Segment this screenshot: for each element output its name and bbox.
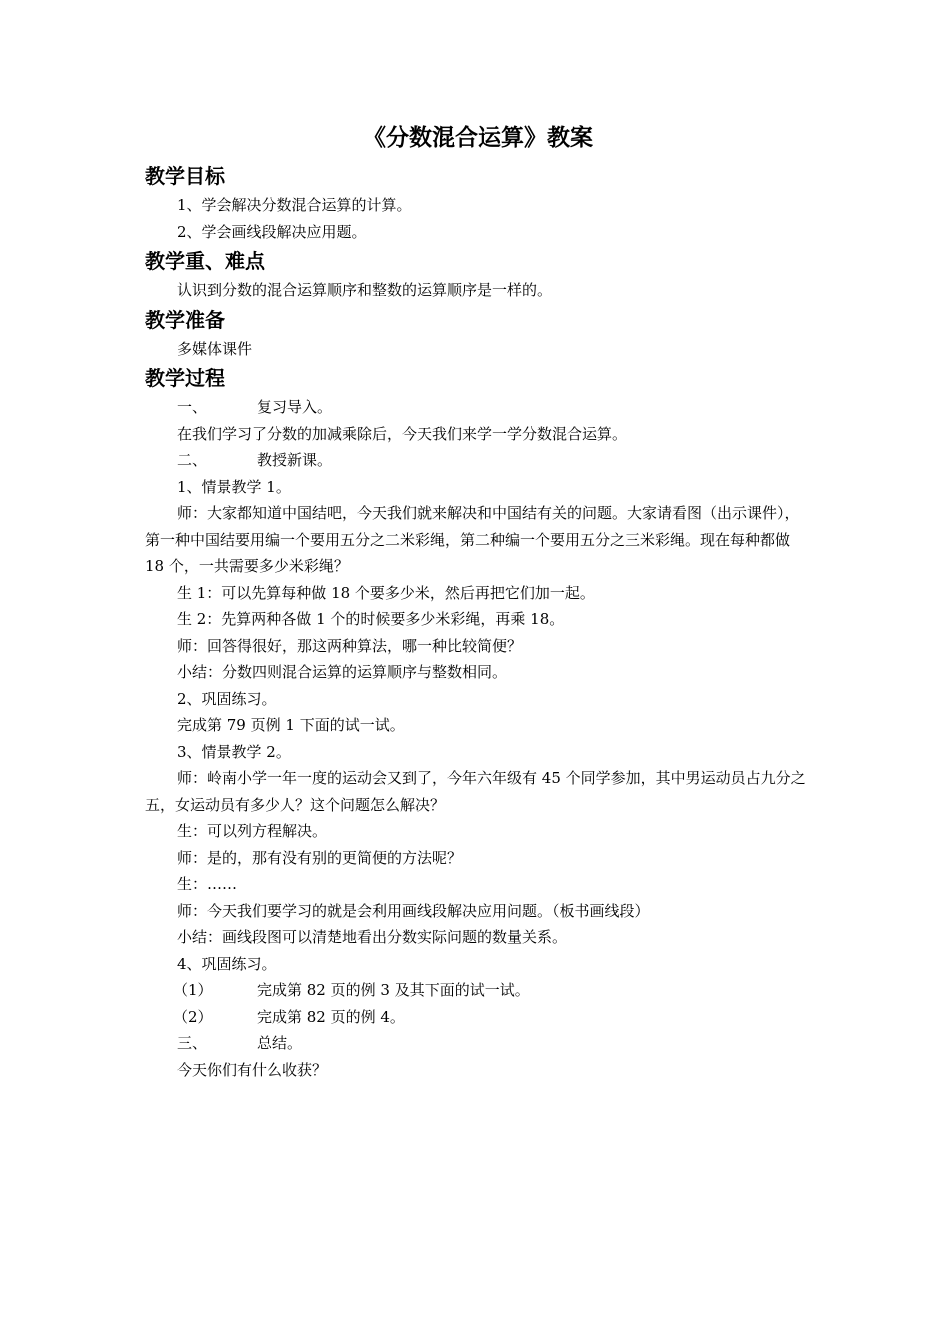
exercise-number: （2）: [173, 1007, 213, 1026]
process-step: [145, 447, 811, 474]
paragraph: 生 1：可以先算每种做 18 个要多少米，然后再把它们加一起。: [177, 583, 595, 602]
paragraph: 师：回答得很好，那这两种算法，哪一种比较简便？: [177, 636, 523, 655]
paragraph: 小结：分数四则混合运算的运算顺序与整数相同。: [177, 663, 508, 681]
paragraph: 今天你们有什么收获？: [177, 1060, 328, 1079]
document-body: [145, 118, 811, 1083]
exercise-item: [145, 1004, 811, 1031]
paragraph: 在我们学习了分数的加减乘除后，今天我们来学一学分数混合运算。: [177, 424, 628, 443]
paragraph: 生：……: [177, 875, 238, 893]
key-points-text: 认识到分数的混合运算顺序和整数的运算顺序是一样的。: [177, 281, 553, 299]
exercise-item: [145, 977, 811, 1004]
paragraph: 师：今天我们要学习的就是会利用画线段解决应用问题。（板书画线段）: [177, 901, 650, 920]
paragraph: 1、情景教学 1。: [177, 477, 291, 496]
paragraph: 生 2：先算两种各做 1 个的时候要多少米彩绳，再乘 18。: [177, 610, 565, 628]
preparation-text: 多媒体课件: [177, 339, 253, 358]
step-number: 一、: [177, 398, 208, 416]
section-heading-process: 教学过程: [145, 366, 225, 390]
paragraph: 师：岭南小学一年一度的运动会又到了，今年六年级有 45 个同学参加，其中男运动员占九分之五，女运动员有多少人？这个问题怎么解决？: [145, 769, 806, 814]
step-label: 复习导入。: [257, 398, 333, 416]
section-heading-key-points: 教学重、难点: [145, 249, 265, 273]
goal-item: 1、学会解决分数混合运算的计算。: [177, 196, 412, 214]
paragraph: 小结：画线段图可以清楚地看出分数实际问题的数量关系。: [177, 928, 568, 946]
paragraph: 师：大家都知道中国结吧，今天我们就来解决和中国结有关的问题。大家请看图（出示课件），第一种中国结要用编一个要用五分之二米彩绳，第二种编一个要用五分之三米彩绳。现在每种都做 18 个，一共需要多少米彩绳？: [145, 504, 800, 575]
section-heading-preparation: 教学准备: [145, 307, 225, 332]
process-step: [145, 394, 811, 421]
paragraph: 4、巩固练习。: [177, 954, 277, 973]
exercise-text: 完成第 82 页的例 4。: [257, 1007, 405, 1026]
step-label: 总结。: [257, 1034, 303, 1052]
exercise-text: 完成第 82 页的例 3 及其下面的试一试。: [257, 981, 530, 999]
paragraph: 生：可以列方程解决。: [177, 822, 328, 840]
paragraph: 3、情景教学 2。: [177, 742, 291, 761]
paragraph: 2、巩固练习。: [177, 689, 277, 708]
step-number: 二、: [177, 451, 208, 469]
goal-item: 2、学会画线段解决应用题。: [177, 222, 367, 241]
document-title: 《分数混合运算》教案: [363, 125, 593, 151]
section-heading-goals: 教学目标: [145, 164, 225, 188]
process-step: [145, 1030, 811, 1057]
step-label: 教授新课。: [257, 451, 333, 469]
exercise-number: （1）: [173, 981, 213, 999]
paragraph: 师：是的，那有没有别的更简便的方法呢？: [177, 848, 463, 867]
paragraph: 完成第 79 页例 1 下面的试一试。: [177, 716, 405, 734]
step-number: 三、: [177, 1034, 208, 1052]
